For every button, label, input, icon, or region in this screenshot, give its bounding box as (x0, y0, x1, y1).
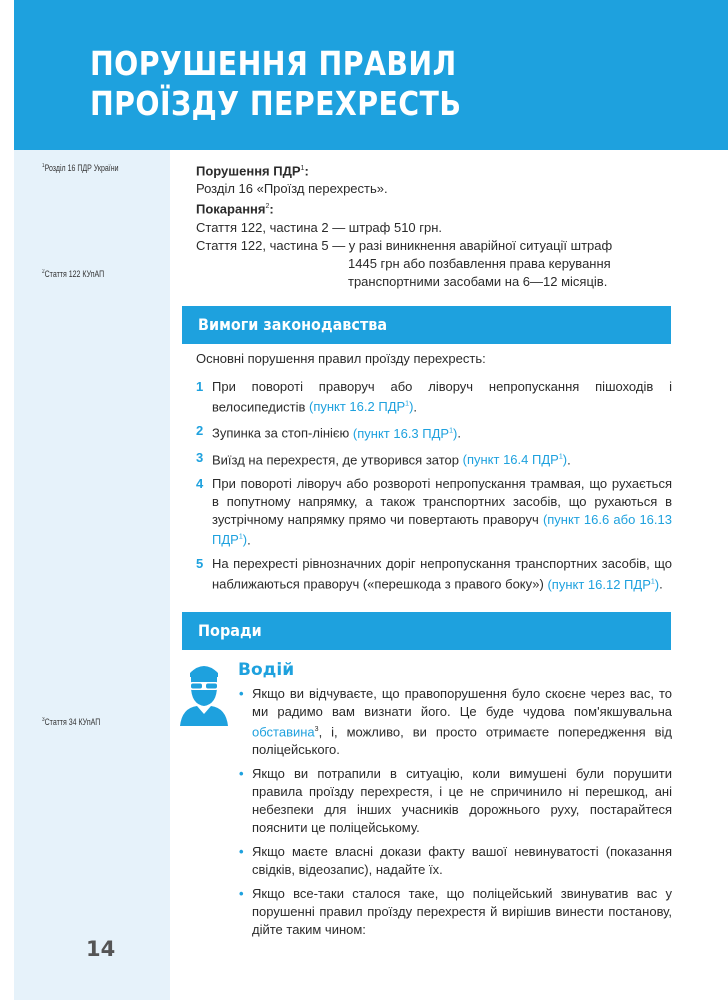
violation-heading: Порушення ПДР$^1$: (196, 163, 309, 179)
rule-reference: (пункт 16.3 ПДР$^1$) (352, 425, 458, 441)
list-item: • Якщо маєте власні докази факту вашої невинуватості (показання свідків, відеозапис), надайте їх. (239, 844, 672, 878)
driver-avatar-icon (180, 656, 228, 726)
requirements-section-bar (182, 306, 671, 344)
penalty-line: транспортними засобами на 6—12 місяців. (348, 273, 608, 289)
list-item: • Якщо ви потрапили в ситуацію, коли вимушені були порушити правила проїзду перехрестя, і це не спричинило ні перешкод, ані небезпеки для інших учасників дорожнього руху, постарайтеся пояснити це поліцейському. (239, 766, 672, 836)
tips-title: Поради (198, 621, 262, 640)
side-note-2: $^2$Стаття 122 КУпАП (42, 269, 105, 279)
list-item: • Якщо все-таки сталося таке, що поліцейський звинуватив вас у порушенні правил проїзду перехрестя й вирішив винести постанову, дійте таким чином: (239, 886, 672, 938)
footnote-reference: обставина (252, 724, 315, 740)
penalty-heading: Покарання$^2$: (196, 201, 274, 217)
page-number: 14 (86, 937, 116, 961)
list-item: • Якщо ви відчуваєте, що правопорушення було скоєне через вас, то ми радимо вам визнати його. Це буде чудова пом'якшувальна обставина$^3$, і, можливо, ви просто отримаєте попередження від поліцейського. (239, 686, 672, 758)
rule-reference: (пункт 16.2 ПДР$^1$) (308, 399, 414, 415)
list-item: 3 Виїзд на перехрестя, де утворився затор (пункт 16.4 ПДР$^1$). (196, 449, 571, 467)
tips-list (238, 685, 672, 945)
list-item: 2 Зупинка за стоп-лінією (пункт 16.3 ПДР$^1$). (196, 423, 461, 441)
intro-block (196, 160, 676, 291)
requirements-list (196, 378, 672, 600)
tips-section-bar (182, 612, 671, 650)
rule-reference: (пункт 16.4 ПДР$^1$) (462, 451, 568, 467)
requirements-intro: Основні порушення правил проїзду перехресть: (196, 351, 486, 366)
driver-title: Водій (238, 660, 295, 680)
side-note-3: $^3$Стаття 34 КУпАП (42, 717, 101, 727)
list-item: 5 На перехресті рівнозначних доріг непропускання транспортних засобів, що наближаються праворуч («перешкода з правого боку») (пункт 16.12 ПДР$^1$). (196, 556, 672, 592)
penalty-line: Стаття 122, частина 2 — штраф 510 грн. (196, 219, 443, 235)
page-title: ПОРУШЕННЯ ПРАВИЛ ПРОЇЗДУ ПЕРЕХРЕСТЬ (90, 44, 462, 123)
side-note-1: $^1$Розділ 16 ПДР України (42, 163, 119, 173)
penalty-line: 1445 грн або позбавлення права керування (348, 255, 611, 271)
list-item: 1 При повороті праворуч або ліворуч непропускання пішоходів і велосипедистів (пункт 16.2 ПДР$^1$). (196, 379, 672, 415)
violation-text: Розділ 16 «Проїзд перехресть». (196, 181, 388, 197)
rule-reference: (пункт 16.12 ПДР$^1$) (547, 576, 660, 592)
penalty-line: Стаття 122, частина 5 — у разі виникнення аварійної ситуації штраф (196, 237, 613, 253)
rule-reference: (пункт 16.6 або 16.13 ПДР$^1$) (212, 511, 672, 548)
requirements-title: Вимоги законодавства (198, 315, 388, 334)
list-item: 4 При повороті ліворуч або розвороті непропускання трамвая, що рухається в попутному напрямку, а також транспортних засобів, що рухаються в зустрічному напрямку прямо чи повертають праворуч (пункт 16.6 або 16.13 ПДР$^1$). (196, 475, 672, 548)
page-header (14, 0, 728, 150)
